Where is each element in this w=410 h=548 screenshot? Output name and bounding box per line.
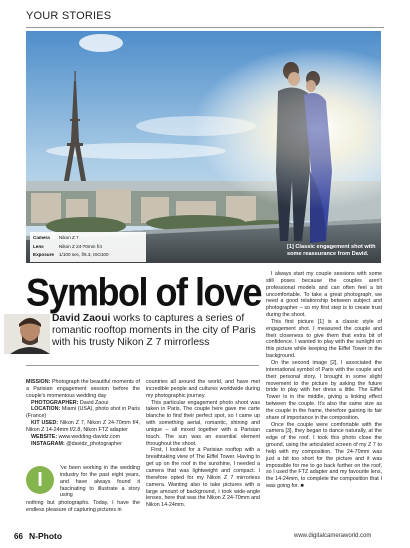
deck-text: works to captures a series of romantic rooftop moments in the city of Paris with his trusty Nikon Z 7 mirrorless	[52, 313, 256, 349]
exif-key: Camera	[33, 235, 50, 240]
body-paragraph: This first picture [1] is a classic style of engagement shot. I measured the couple and their closeness to give them that extra bit of confidence. I wanted to play with the sunlight on this picture while keeping the Eiffel Tower in the background.	[266, 318, 382, 360]
section-label: YOUR STORIES	[26, 10, 112, 22]
info-item	[26, 441, 140, 448]
deck-author: David Zaoui	[52, 313, 111, 324]
info-text: @davidz_photographer	[64, 440, 122, 447]
info-item	[26, 420, 140, 434]
exif-key: Exposure	[33, 252, 54, 257]
exif-row	[33, 243, 143, 252]
info-text: Miami (USA), photo shot in Paris (France)	[26, 406, 140, 420]
deck-divider	[26, 365, 259, 366]
info-label: LOCATION:	[31, 406, 61, 413]
exif-key: Lens	[33, 243, 44, 249]
info-label: INSTAGRAM:	[31, 440, 65, 447]
author-portrait	[4, 314, 50, 354]
article-deck	[52, 313, 267, 350]
info-label: PHOTOGRAPHER:	[31, 399, 79, 406]
body-column-middle	[146, 379, 260, 509]
body-paragraph: On the second image [2], I associated the international symbol of Paris with the couple and their personal story. I brought in some slight movement to the picture by asking the future bride to play with her dress a little. The Eiffel Tower is in the middle, giving a linking effect between the couple. It's also the same size as the couple in the frame, therefore gaining its fair share of importance in the composition.	[266, 359, 382, 421]
exif-box	[30, 232, 146, 262]
hero-photo	[26, 31, 381, 263]
body-paragraph: First, I looked for a Parisian rooftop with a breathtaking view of The Eiffel Tower. Having to get up on the roof in the sunshine, I needed a camera that was lightweight and compact. I therefore opted for my Nikon Z 7 mirrorless camera. Wanting also to take pictures with a large amount of background, I took wide-angle lenses, here that was the Nikon Z 24-70mm and Nikon 14-24mm.	[146, 447, 260, 509]
body-column-right	[266, 271, 382, 490]
info-text: Photograph the beautiful moments of a Parisian engagement session before the couple's momentous wedding day	[26, 379, 140, 399]
info-label: WEBSITE:	[31, 433, 58, 440]
section-divider	[26, 27, 384, 28]
info-item	[26, 406, 140, 420]
exif-value: 1/100 sec, f/5.3, ISO100	[59, 252, 109, 257]
info-box	[26, 379, 140, 447]
exif-value: Nikon Z 7	[59, 235, 79, 240]
photo-caption: [1] Classic engagement shot with some reassurance from David.	[287, 244, 376, 257]
magazine-brand: N-Photo	[29, 531, 63, 541]
body-paragraph: Once the couple were comfortable with the camera [3], they began to dance naturally, at the edge of the roof. I took this photo close the ground, using the articulated screen of my Z 7 to help with my composition. The 24-70mm was just a bit too short for the picture and it was impossible for me to go back further on the roof, so I used the FTZ adapter and my favourite lens, the 14-24mm, to complete the composition that I was going for. ■	[266, 421, 382, 490]
intro-paragraph-continued: nothing but photographs. Today, I have the endless pleasure of capturing pictures in	[26, 500, 140, 513]
info-item	[26, 400, 140, 407]
footer-url: www.digitalcameraworld.com	[294, 533, 372, 539]
drop-cap: I	[26, 466, 54, 494]
info-label: KIT USED:	[31, 420, 59, 427]
intro-paragraph: 've been working in the wedding industry for the past eight years, and have always found it fascinating to illustrate a story using	[60, 465, 140, 499]
info-text: Nikon Z 7, Nikon Z 24-70mm f/4, Nikon Z 14-24mm f/2.8, Nikon FTZ adapter	[26, 420, 141, 433]
page-number: 66	[14, 532, 23, 541]
body-paragraph: This particular engagement photo shoot was taken in Paris. The couple here gave me carte blanche to find their perfect spot, so I came up with something aerial, romantic, shining and unique – all mixed together with a Parisian touch. The sun was an essential element throughout the shoot.	[146, 399, 260, 447]
info-item	[26, 379, 140, 400]
exif-row	[33, 234, 143, 243]
body-paragraph: countries all around the world, and have met incredible people and cultures worldwide during my photographic journey.	[146, 379, 260, 399]
body-paragraph: I always start my couple sessions with some still poses because the couples aren't professional models and can often feel a bit uncomfortable. To take a great photograph, we need a good relationship between subject and photographer – so my first step is to create trust during the shoot.	[266, 271, 382, 319]
article-title: Symbol of love	[26, 270, 262, 315]
info-text: David Zaoui	[78, 399, 109, 406]
info-text: www.wedding-davidz.com	[57, 433, 121, 440]
info-label: MISSION:	[26, 379, 51, 385]
info-item	[26, 434, 140, 441]
exif-row	[33, 251, 143, 260]
exif-value: Nikon Z 24-70mm f/4	[59, 243, 102, 249]
